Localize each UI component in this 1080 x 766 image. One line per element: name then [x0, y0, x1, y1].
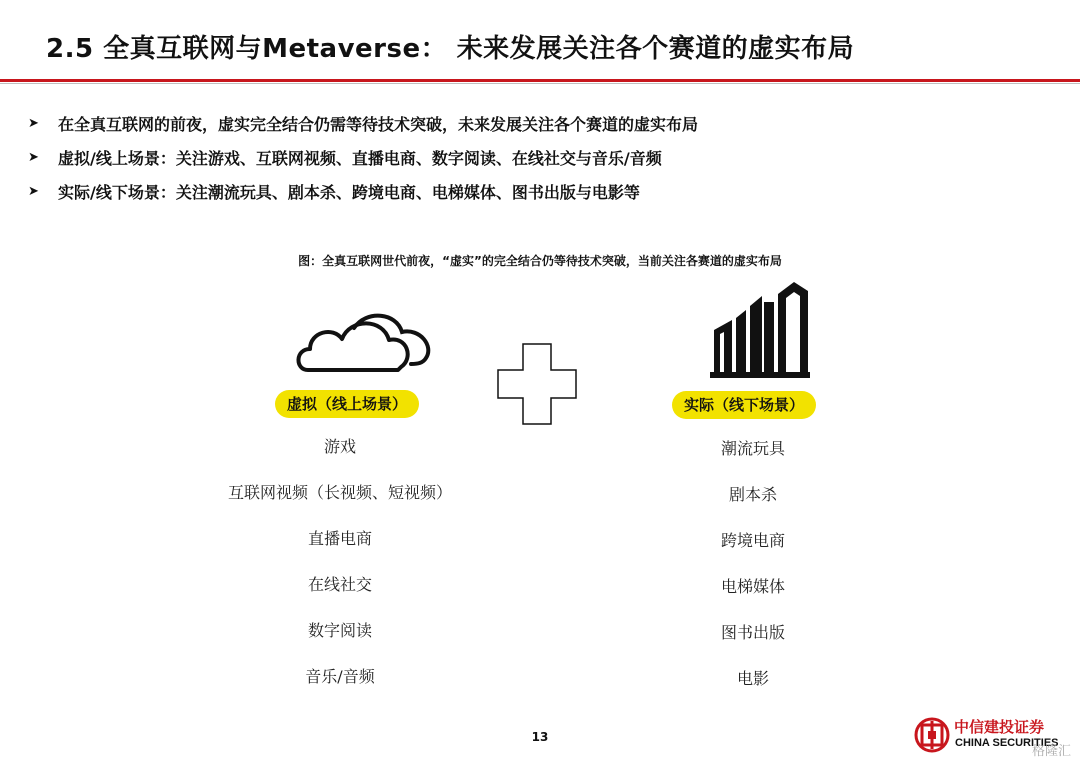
bullet-item — [28, 106, 698, 140]
arrow-bullet-icon: ➤ — [28, 183, 39, 199]
bullet-item — [28, 140, 698, 174]
title-divider-shadow — [0, 83, 1080, 84]
list-item: 电梯媒体 — [720, 577, 785, 596]
arrow-bullet-icon: ➤ — [28, 149, 39, 165]
bullet-text: 在全真互联网的前夜，虚实完全结合仍需等待技术突破，未来发展关注各个赛道的虚实布局 — [58, 114, 699, 134]
virtual-scene-label: 虚拟（线上场景） — [275, 390, 419, 418]
real-scene-list — [603, 438, 903, 714]
list-item: 电影 — [736, 669, 769, 688]
list-item: 直播电商 — [307, 529, 372, 548]
bullet-text: 实际/线下场景：关注潮流玩具、剧本杀、跨境电商、电梯媒体、图书出版与电影等 — [58, 182, 640, 202]
bullet-item — [28, 174, 698, 208]
watermark: 格隆汇 — [1032, 744, 1072, 759]
page-number: 13 — [531, 730, 549, 744]
list-item: 剧本杀 — [728, 485, 777, 504]
citic-logo-icon — [914, 717, 950, 753]
building-icon — [710, 282, 810, 378]
virtual-scene-list — [140, 436, 540, 712]
list-item: 跨境电商 — [720, 531, 785, 550]
arrow-bullet-icon: ➤ — [28, 115, 39, 131]
cloud-icon — [294, 306, 436, 374]
list-item: 数字阅读 — [307, 621, 372, 640]
title-divider — [0, 79, 1080, 82]
list-item: 游戏 — [323, 437, 356, 456]
slide-title: 2.5 全真互联网与Metaverse： 未来发展关注各个赛道的虚实布局 — [46, 34, 855, 64]
list-item: 在线社交 — [307, 575, 372, 594]
list-item: 潮流玩具 — [720, 439, 785, 458]
bullet-text: 虚拟/线上场景：关注游戏、互联网视频、直播电商、数字阅读、在线社交与音乐/音频 — [58, 148, 662, 168]
plus-icon — [496, 342, 578, 426]
bullet-list — [28, 106, 698, 208]
logo-text-en: CHINA SECURITIES — [955, 737, 1059, 749]
list-item: 图书出版 — [720, 623, 785, 642]
real-scene-label: 实际（线下场景） — [672, 391, 816, 419]
figure-caption: 图：全真互联网世代前夜，“虚实”的完全结合仍等待技术突破，当前关注各赛道的虚实布局 — [298, 254, 782, 268]
list-item: 互联网视频（长视频、短视频） — [227, 483, 452, 502]
logo-text-cn: 中信建投证券 — [954, 718, 1045, 736]
list-item: 音乐/音频 — [305, 667, 375, 686]
